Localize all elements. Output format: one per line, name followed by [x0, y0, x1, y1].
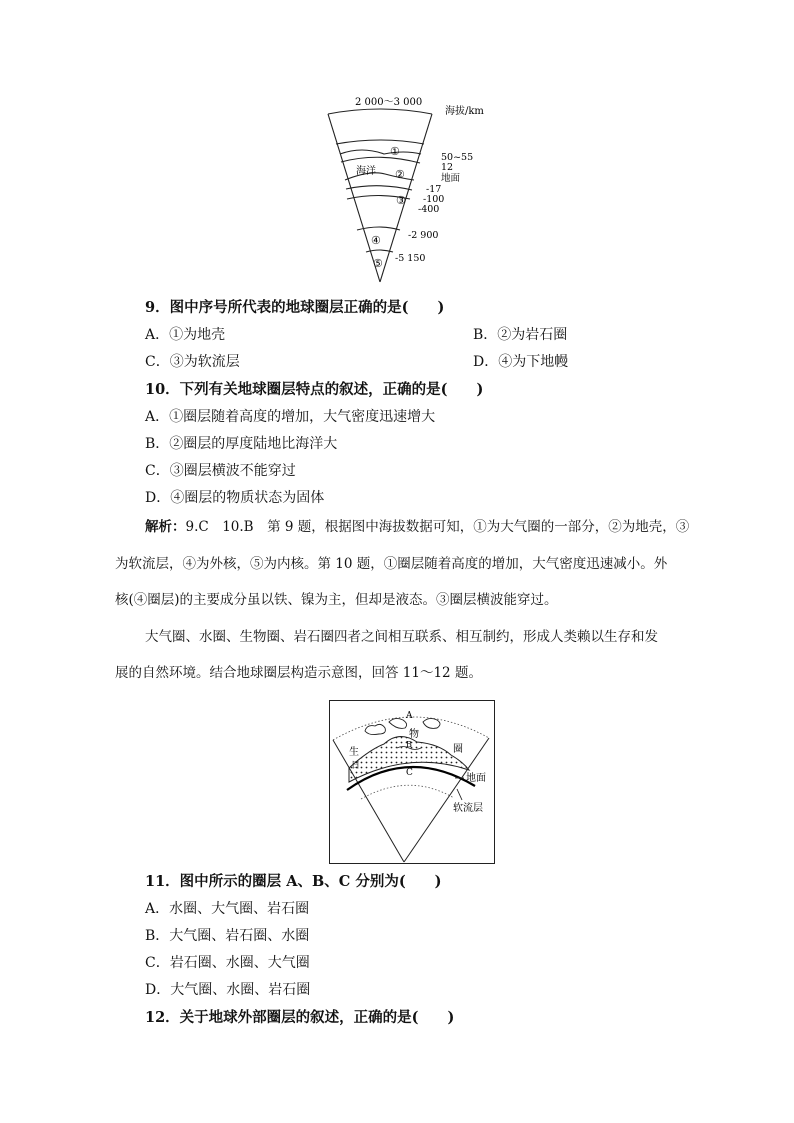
analysis-text-1: 9.C 10.B 第 9 题，根据图中海拔数据可知，①为大气圈的一部分，②为地壳，③ — [185, 519, 690, 535]
depth-neg17: -17 — [426, 184, 442, 195]
q10-option-b: B．②圈层的厚度陆地比海洋大 — [145, 436, 338, 452]
q11-option-c: C．岩石圈、水圈、大气圈 — [145, 955, 310, 971]
earth-spheres-figure — [329, 700, 495, 864]
depth-12: 12 — [441, 162, 454, 173]
bio-char-3: 圈 — [453, 744, 463, 755]
q9-option-b: B．②为岩石圈 — [473, 327, 568, 343]
question-10-stem: 10．下列有关地球圈层特点的叙述，正确的是( ) — [145, 381, 484, 398]
circle-3: ③ — [396, 194, 406, 207]
asthenosphere-arrow — [457, 789, 462, 800]
arc-asth-top — [346, 186, 412, 190]
q9-option-c: C．③为软流层 — [145, 354, 240, 370]
bio-char-extra: 日 — [351, 761, 361, 771]
q9-option-d: D．④为下地幔 — [473, 354, 569, 370]
depth-neg5150: -5 150 — [395, 253, 426, 264]
label-a: A — [406, 711, 413, 721]
cloud-2 — [389, 718, 407, 728]
q11-option-d: D．大气圈、水圈、岩石圈 — [145, 982, 311, 998]
question-9-stem: 9．图中序号所代表的地球圈层正确的是( ) — [145, 299, 445, 316]
earth-layers-figure — [300, 92, 520, 288]
top-label: 2 000～3 000 — [355, 97, 423, 108]
intro-line-2: 展的自然环境。结合地球圈层构造示意图，回答 11～12 题。 — [115, 665, 482, 681]
depth-neg400: -400 — [418, 204, 440, 215]
circle-4: ④ — [371, 234, 381, 247]
circle-5: ⑤ — [373, 257, 383, 270]
unit-label: 海拔/km — [445, 106, 484, 117]
question-11-stem: 11．图中所示的圈层 A、B、C 分别为( ) — [145, 873, 442, 890]
q9-option-a: A．①为地壳 — [145, 327, 226, 343]
q10-option-d: D．④圈层的物质状态为固体 — [145, 490, 325, 506]
question-12-stem: 12．关于地球外部圈层的叙述，正确的是( ) — [145, 1009, 455, 1026]
circle-2: ② — [395, 168, 405, 181]
arc-ground — [341, 157, 420, 163]
label-c: C — [406, 768, 413, 778]
ocean-label: 海洋 — [356, 166, 376, 177]
analysis-line-1 — [145, 521, 689, 535]
circle-1: ① — [390, 145, 400, 158]
arc-outer — [336, 140, 424, 144]
analysis-label: 解析： — [145, 519, 186, 535]
inner-dotted-arc — [361, 785, 454, 799]
q11-option-a: A．水圈、大气圈、岩石圈 — [145, 901, 310, 917]
cloud-1 — [365, 724, 385, 734]
intro-line-1: 大气圈、水圈、生物圈、岩石圈四者之间相互联系、相互制约，形成人类赖以生存和发 — [145, 629, 658, 645]
analysis-line-2: 为软流层，④为外核，⑤为内核。第 10 题，①圈层随着高度的增加，大气密度迅速减小。外 — [115, 556, 668, 572]
q10-option-c: C．③圈层横波不能穿过 — [145, 463, 296, 479]
depth-ground: 地面 — [441, 173, 461, 184]
depth-50-55: 50~55 — [441, 152, 474, 163]
depth-neg2900: -2 900 — [408, 230, 439, 241]
label-b: B — [406, 740, 412, 749]
asthenosphere-label: 软流层 — [453, 803, 483, 814]
top-arc — [328, 109, 432, 114]
q11-option-b: B．大气圈、岩石圈、水圈 — [145, 928, 310, 944]
arc-crust-top — [340, 150, 421, 154]
depth-neg100: -100 — [423, 194, 445, 205]
bio-char-2: 物 — [409, 729, 419, 740]
analysis-line-3: 核(④圈层)的主要成分虽以铁、镍为主，但却是液态。③圈层横波能穿过。 — [115, 592, 558, 608]
q10-option-a: A．①圈层随着高度的增加，大气密度迅速增大 — [145, 409, 436, 425]
ground-label: 地面 — [466, 773, 486, 784]
bio-char-1: 生 — [349, 747, 359, 758]
cloud-3 — [423, 718, 440, 728]
